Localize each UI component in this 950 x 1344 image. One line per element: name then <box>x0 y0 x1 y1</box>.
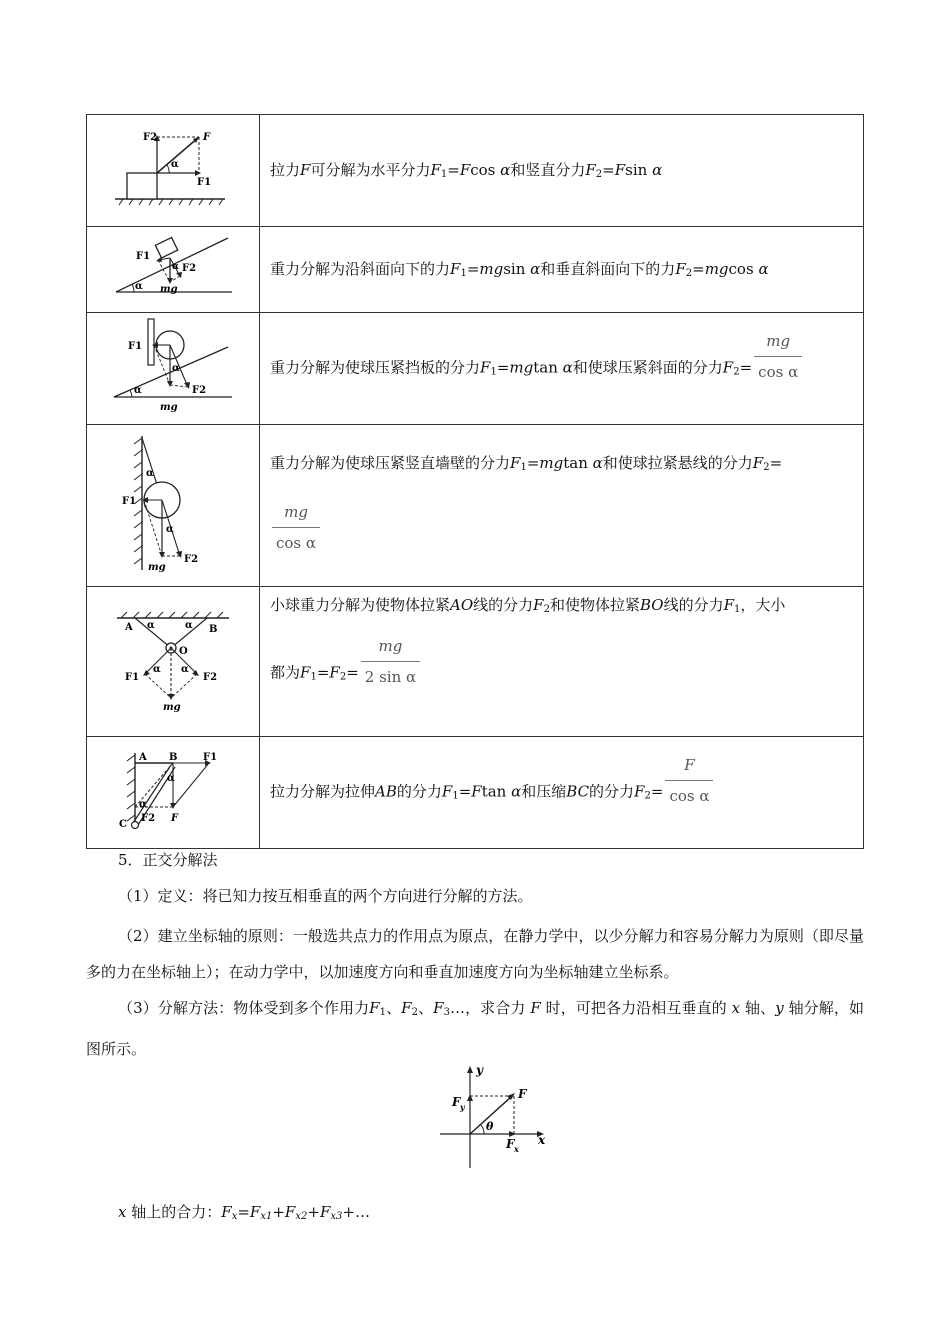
text: 和使球拉紧悬线的分力 <box>602 454 753 472</box>
fraction <box>361 634 420 689</box>
text: ，大小 <box>740 596 786 614</box>
text: = <box>739 358 753 377</box>
subscript: 2 <box>339 671 347 683</box>
label-alpha-angle: α <box>135 280 143 292</box>
subscript: 2 <box>595 169 603 180</box>
symbol: F <box>221 1203 232 1221</box>
symbol: F <box>530 999 541 1017</box>
label-f2: F2 <box>192 384 207 396</box>
symbol: F <box>329 663 340 682</box>
label-fx: F <box>506 1137 515 1151</box>
subscript: 1 <box>490 366 497 378</box>
label-f2: F2 <box>203 671 218 683</box>
text: +… <box>342 1203 370 1221</box>
label-fy-sub: y <box>460 1102 465 1112</box>
text: = <box>526 454 540 472</box>
subscript: 1 <box>520 462 527 473</box>
symbol: F <box>450 260 461 278</box>
label-f1: F1 <box>197 176 212 188</box>
description-cell <box>260 313 864 425</box>
text: 可分解为水平分力 <box>310 161 431 179</box>
subscript: x3 <box>330 1211 343 1222</box>
text: = <box>650 782 664 801</box>
subscript: 2 <box>685 268 693 279</box>
text: cos <box>728 260 754 278</box>
symbol: F <box>480 358 491 377</box>
label-f2: F2 <box>184 553 199 565</box>
symbol: BO <box>639 596 664 614</box>
symbol: F <box>723 596 735 614</box>
symbol: F <box>675 260 686 278</box>
force-decomposition-table <box>86 114 864 849</box>
symbol: F <box>533 596 544 614</box>
symbol: BC <box>566 782 590 801</box>
text: 轴、 <box>745 999 776 1017</box>
fraction <box>272 500 320 555</box>
text: cos <box>470 161 496 179</box>
description-cell <box>260 737 864 849</box>
table-row <box>87 313 864 425</box>
text: 重力分解为使球压紧竖直墙壁的分力 <box>270 454 511 472</box>
table-row <box>87 425 864 587</box>
subscript: 2 <box>733 366 740 378</box>
text: 和使球压紧斜面的分力 <box>572 358 723 377</box>
figure-cell <box>87 737 260 849</box>
symbol: AB <box>375 782 397 801</box>
symbol: F <box>369 999 380 1017</box>
paragraph-method <box>86 990 864 1067</box>
text: tan <box>481 782 507 801</box>
subscript: x <box>231 1211 238 1222</box>
figure-cell <box>87 425 260 587</box>
text: = <box>447 161 460 179</box>
text: = <box>466 260 480 278</box>
label-f1: F1 <box>122 495 137 507</box>
symbol: F <box>510 454 521 472</box>
figure-cell <box>87 115 260 227</box>
text: = <box>458 782 472 801</box>
symbol: F <box>585 161 596 179</box>
paragraph-text: （1）定义：将已知力按互相垂直的两个方向进行分解的方法。 <box>118 887 533 905</box>
label-mg: mg <box>148 561 166 573</box>
text: 线的分力 <box>473 596 534 614</box>
paragraph-definition <box>86 884 864 908</box>
label-fy: F <box>452 1095 461 1109</box>
symbol: y <box>775 999 784 1017</box>
label-alpha: α <box>146 467 154 479</box>
text: 拉力分解为拉伸 <box>270 782 376 801</box>
fraction-denominator: cos α <box>272 527 320 555</box>
label-c: C <box>119 818 127 830</box>
label-alpha-angle: α <box>134 384 142 396</box>
symbol: α <box>758 260 769 278</box>
label-a: A <box>125 621 133 633</box>
symbol: x <box>118 1203 127 1221</box>
text: 线的分力 <box>663 596 724 614</box>
figure-cell <box>87 313 260 425</box>
subscript: 1 <box>379 1007 386 1018</box>
label-alpha-left: α <box>147 619 155 631</box>
text: = <box>602 161 615 179</box>
text: = <box>496 358 510 377</box>
label-f1: F1 <box>136 250 151 262</box>
text: 重力分解为沿斜面向下的力 <box>270 260 451 278</box>
label-alpha: α <box>172 362 180 374</box>
symbol: F <box>614 161 626 179</box>
text: sin <box>503 260 526 278</box>
text: 、 <box>417 999 434 1017</box>
label-x-axis: x <box>538 1133 546 1147</box>
symbol: F <box>752 454 764 472</box>
subscript: 1 <box>734 604 741 615</box>
text: 和垂直斜面向下的力 <box>540 260 676 278</box>
text: = <box>346 663 359 682</box>
figure-cell <box>87 587 260 737</box>
text: + <box>272 1203 285 1221</box>
label-a: A <box>139 751 147 763</box>
text: 的分力 <box>396 782 442 801</box>
description-cell <box>260 425 864 587</box>
label-o: O <box>179 645 188 657</box>
figure-cell <box>87 227 260 313</box>
symbol: F <box>430 161 441 179</box>
symbol: F <box>249 1203 261 1221</box>
subscript: x2 <box>295 1211 308 1222</box>
text: 的分力 <box>589 782 635 801</box>
description-cell <box>260 587 864 737</box>
text: = <box>769 454 783 472</box>
fraction-numerator: mg <box>284 503 308 521</box>
text: 、 <box>385 999 402 1017</box>
fraction-numerator: F <box>684 756 695 774</box>
text: = <box>316 663 330 682</box>
symbol: α <box>652 161 663 179</box>
hanging-ball-two-ropes-diagram <box>113 608 233 712</box>
fraction-denominator: 2 sin α <box>361 661 420 689</box>
label-f2: F2 <box>143 131 158 143</box>
label-f: F <box>171 812 179 824</box>
symbol: α <box>592 454 603 472</box>
label-alpha-lower-left: α <box>153 663 161 675</box>
subscript: x1 <box>260 1211 273 1222</box>
section-heading <box>118 848 858 872</box>
text: sin <box>625 161 648 179</box>
text: + <box>307 1203 320 1221</box>
fraction-denominator: cos α <box>754 356 802 384</box>
paragraph-axis-principle <box>86 918 864 990</box>
fraction-denominator: cos α <box>665 780 713 808</box>
label-alpha: α <box>171 158 179 170</box>
subscript: 2 <box>763 462 770 473</box>
symbol: mg <box>479 260 504 278</box>
symbol: mg <box>539 454 564 472</box>
text: 轴分解，如图所示。 <box>86 999 864 1058</box>
ball-against-wall-diagram <box>118 434 228 574</box>
text: 小球重力分解为使物体拉紧 <box>270 596 451 614</box>
fraction-numerator: mg <box>378 637 403 655</box>
paragraph-text: （2）建立坐标轴的原则：一般选共点力的作用点为原点，在静力学中，以少分解力和容易分解力为原则（即尽量多的力在坐标轴上）；在动力学中，以加速度方向和垂直加速度方向为坐标轴建立坐标系。 <box>86 927 864 981</box>
label-y-axis: y <box>476 1063 483 1077</box>
incline-block-diagram <box>108 236 238 300</box>
label-alpha: α <box>172 261 179 272</box>
text: tan <box>563 454 588 472</box>
label-f1: F1 <box>128 340 143 352</box>
label-f: F <box>518 1087 527 1101</box>
symbol: F <box>300 161 311 179</box>
symbol: F <box>441 782 453 801</box>
symbol: F <box>401 999 412 1017</box>
heading-text: 5．正交分解法 <box>118 851 218 869</box>
label-alpha-lower: α <box>166 523 174 535</box>
symbol: α <box>500 161 511 179</box>
bracket-rods-diagram <box>113 749 233 833</box>
label-f1: F1 <box>125 671 140 683</box>
label-fx-sub: x <box>514 1144 519 1154</box>
symbol: α <box>562 358 573 377</box>
pull-force-diagram <box>113 129 233 209</box>
symbol: mg <box>509 358 534 377</box>
symbol: F <box>300 663 311 682</box>
label-alpha-top: α <box>167 772 175 784</box>
subscript: 1 <box>310 671 317 683</box>
label-f2: F2 <box>182 262 197 274</box>
label-alpha-bottom: α <box>139 798 147 810</box>
text: 和压缩 <box>521 782 567 801</box>
symbol: F <box>319 1203 331 1221</box>
text: （3）分解方法：物体受到多个作用力 <box>118 999 370 1017</box>
text: …，求合力 <box>449 999 526 1017</box>
symbol: F <box>471 782 482 801</box>
text: 时，可把各力沿相互垂直的 <box>545 999 727 1017</box>
text: 重力分解为使球压紧挡板的分力 <box>270 358 481 377</box>
text: 都为 <box>270 663 301 682</box>
description-cell <box>260 115 864 227</box>
label-mg: mg <box>163 701 181 712</box>
symbol: AO <box>450 596 474 614</box>
text: 和使物体拉紧 <box>549 596 640 614</box>
symbol: F <box>634 782 645 801</box>
subscript: 3 <box>443 1007 450 1018</box>
label-mg: mg <box>160 401 178 413</box>
symbol: x <box>731 999 741 1017</box>
text: 轴上的合力： <box>131 1203 222 1221</box>
ball-on-incline-board-diagram <box>108 317 238 417</box>
subscript: 1 <box>460 268 467 279</box>
subscript: 1 <box>440 169 448 180</box>
fraction <box>754 329 802 384</box>
description-cell <box>260 227 864 313</box>
label-b: B <box>169 751 178 763</box>
table-row <box>87 587 864 737</box>
symbol: F <box>459 161 471 179</box>
fraction <box>665 753 713 808</box>
x-axis-resultant-line <box>118 1200 858 1225</box>
symbol: mg <box>704 260 729 278</box>
subscript: 2 <box>411 1007 418 1018</box>
symbol: α <box>511 782 522 801</box>
label-f2: F2 <box>141 812 156 824</box>
orthogonal-decomposition-diagram <box>436 1060 552 1170</box>
text: = <box>692 260 705 278</box>
symbol: F <box>433 999 444 1017</box>
label-theta: θ <box>486 1120 494 1133</box>
subscript: 1 <box>452 790 459 802</box>
symbol: F <box>284 1203 296 1221</box>
table-row <box>87 737 864 849</box>
label-f: F <box>203 131 211 143</box>
table-row <box>87 227 864 313</box>
symbol: α <box>530 260 541 278</box>
text: tan <box>533 358 558 377</box>
text: = <box>237 1203 250 1221</box>
subscript: 2 <box>644 790 651 802</box>
table-row <box>87 115 864 227</box>
symbol: F <box>722 358 734 377</box>
subscript: 2 <box>543 604 550 615</box>
text: 拉力 <box>270 161 301 179</box>
text: 和竖直分力 <box>510 161 586 179</box>
fraction-numerator: mg <box>766 332 791 350</box>
label-mg: mg <box>160 283 178 295</box>
label-f1: F1 <box>203 751 218 763</box>
label-b: B <box>209 623 218 635</box>
label-alpha-lower-right: α <box>181 663 189 675</box>
label-alpha-right: α <box>185 619 193 631</box>
